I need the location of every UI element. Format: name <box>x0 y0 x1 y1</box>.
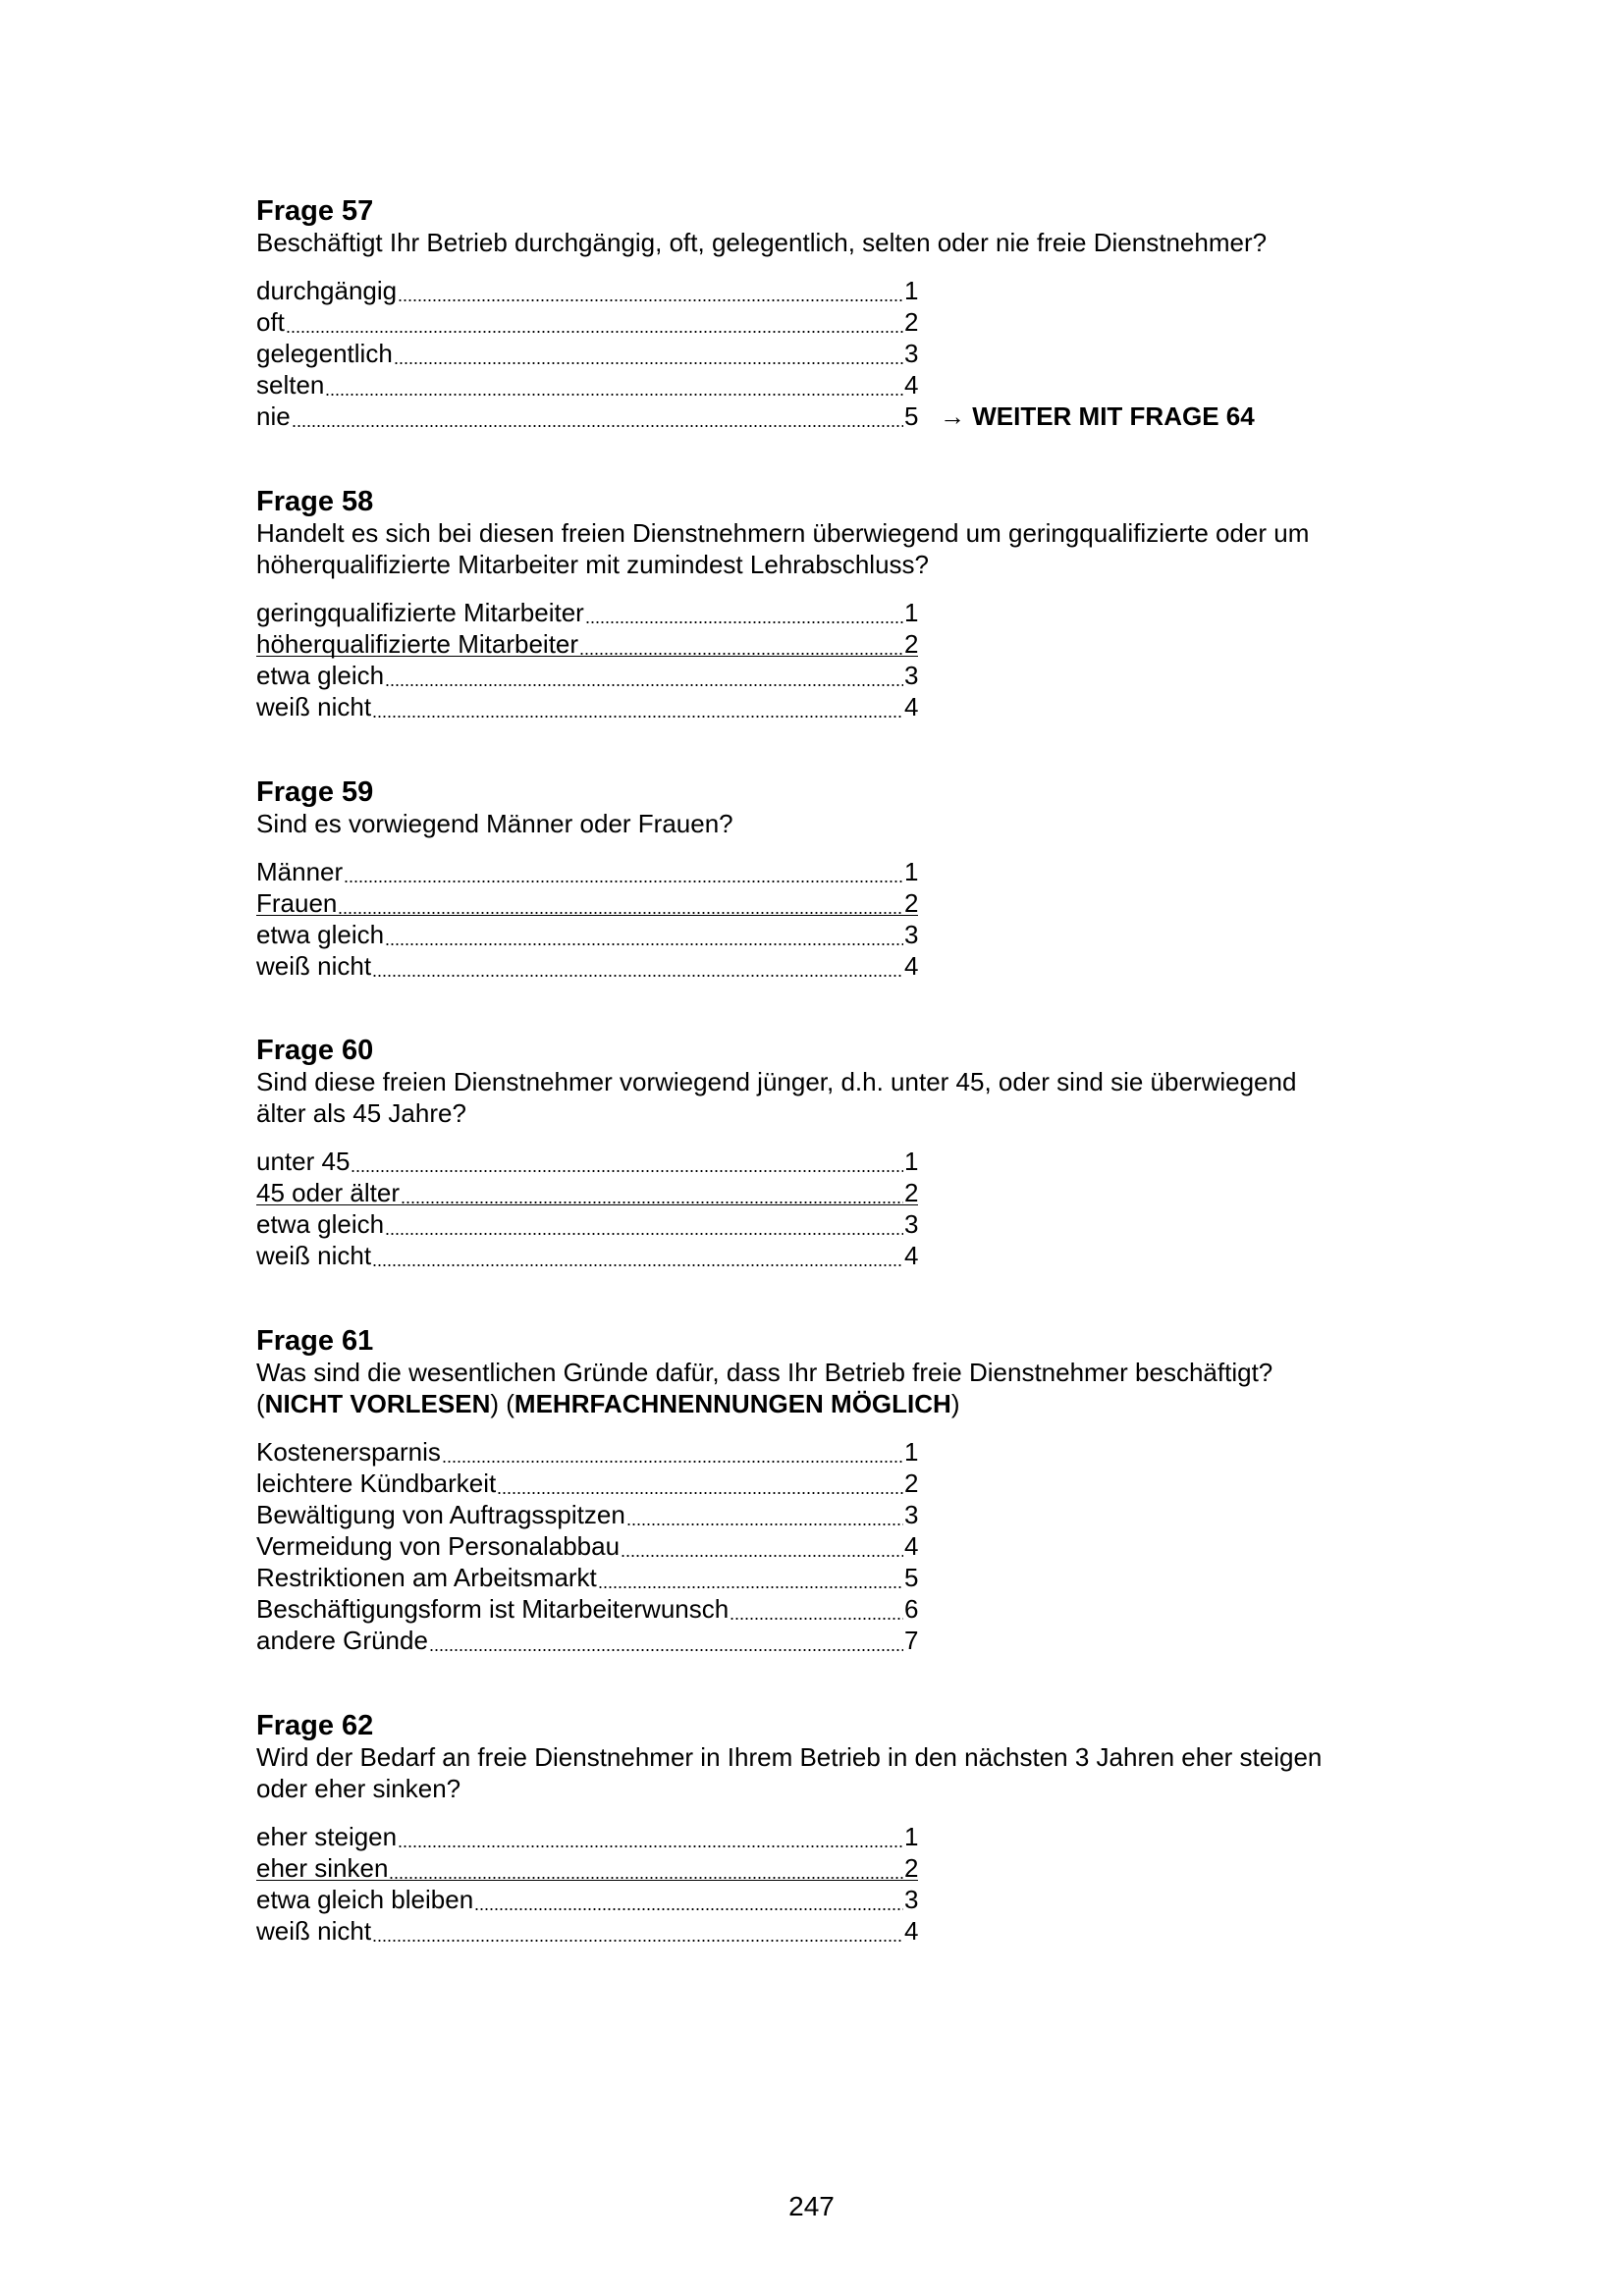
answer-option <box>256 1915 918 1947</box>
dot-leader <box>474 1884 903 1915</box>
dot-leader <box>621 1530 903 1562</box>
dot-leader <box>344 856 903 887</box>
dot-leader <box>286 306 903 338</box>
option-code: 3 <box>904 1500 919 1529</box>
option-code: 4 <box>904 1241 919 1270</box>
question-title: Frage 61 <box>256 1325 374 1357</box>
question-text: älter als 45 Jahre? <box>256 1098 466 1128</box>
dot-leader <box>372 950 903 982</box>
dot-leader <box>372 691 903 722</box>
answer-option <box>256 660 918 691</box>
option-label: Restriktionen am Arbeitsmarkt <box>256 1563 597 1592</box>
skip-instruction: → WEITER MIT FRAGE 64 <box>940 401 1255 431</box>
option-code: 3 <box>904 920 919 949</box>
option-code: 7 <box>904 1626 919 1655</box>
answer-option <box>256 1562 918 1593</box>
answer-option <box>256 1884 918 1915</box>
dot-leader <box>398 275 903 306</box>
option-code: 4 <box>904 1916 919 1946</box>
answer-option <box>256 887 918 919</box>
option-label: nie <box>256 401 291 431</box>
dot-leader <box>385 1208 903 1240</box>
answer-option <box>256 919 918 950</box>
question-title: Frage 59 <box>256 776 374 808</box>
question-section <box>256 1325 1434 1656</box>
option-code: 6 <box>904 1594 919 1624</box>
answer-options <box>256 1436 1434 1656</box>
option-code: 2 <box>904 629 919 659</box>
option-label: Frauen <box>256 888 338 918</box>
dot-leader <box>394 338 903 369</box>
option-code: 4 <box>904 692 919 721</box>
option-label: oft <box>256 307 285 337</box>
dot-leader <box>372 1915 903 1947</box>
option-code: 1 <box>904 1437 919 1467</box>
answer-option <box>256 1852 918 1884</box>
question-title: Frage 57 <box>256 195 374 227</box>
interviewer-instructions: (NICHT VORLESEN) (MEHRFACHNENNUNGEN MÖGLICH) <box>256 1389 960 1418</box>
question-text: Beschäftigt Ihr Betrieb durchgängig, oft, gelegentlich, selten oder nie freie Dienstnehmer? <box>256 228 1268 257</box>
option-label: etwa gleich <box>256 1209 385 1239</box>
option-label: gelegentlich <box>256 339 393 368</box>
option-code: 4 <box>904 370 919 400</box>
answer-option <box>256 1499 918 1530</box>
option-label: leichtere Kündbarkeit <box>256 1468 497 1498</box>
option-code: 1 <box>904 276 919 305</box>
question-section <box>256 1710 1434 1947</box>
answer-options <box>256 856 1434 982</box>
option-code: 4 <box>904 1531 919 1561</box>
option-code: 1 <box>904 598 919 627</box>
option-label: Männer <box>256 857 344 886</box>
dot-leader <box>325 369 903 400</box>
answer-options <box>256 1146 1434 1271</box>
dot-leader <box>401 1177 903 1208</box>
answer-option <box>256 369 918 400</box>
page-number: 247 <box>788 2191 835 2221</box>
answer-option <box>256 597 918 628</box>
dot-leader <box>730 1593 903 1625</box>
option-label: selten <box>256 370 325 400</box>
option-label: Vermeidung von Personalabbau <box>256 1531 621 1561</box>
option-label: andere Gründe <box>256 1626 428 1655</box>
option-label: etwa gleich <box>256 661 385 690</box>
option-code: 2 <box>904 888 919 918</box>
question-section <box>256 776 1434 982</box>
dot-leader <box>389 1852 903 1884</box>
answer-option <box>256 950 918 982</box>
dot-leader <box>398 1821 903 1852</box>
question-text: höherqualifizierte Mitarbeiter mit zumindest Lehrabschluss? <box>256 550 929 579</box>
option-label: etwa gleich bleiben <box>256 1885 474 1914</box>
question-section <box>256 195 1434 432</box>
answer-option <box>256 1821 918 1852</box>
option-label: Bewältigung von Auftragsspitzen <box>256 1500 625 1529</box>
dot-leader <box>442 1436 903 1468</box>
option-code: 3 <box>904 339 919 368</box>
answer-option <box>256 691 918 722</box>
answer-option <box>256 628 918 660</box>
question-section <box>256 486 1434 722</box>
answer-option <box>256 1468 918 1499</box>
answer-option <box>256 1530 918 1562</box>
dot-leader <box>585 597 903 628</box>
dot-leader <box>385 919 903 950</box>
answer-option <box>256 400 1255 432</box>
option-code: 1 <box>904 1147 919 1176</box>
dot-leader <box>626 1499 903 1530</box>
question-text: Sind diese freien Dienstnehmer vorwiegend jünger, d.h. unter 45, oder sind sie überwiegend <box>256 1067 1297 1096</box>
question-text: Was sind die wesentlichen Gründe dafür, dass Ihr Betrieb freie Dienstnehmer beschäftigt? <box>256 1358 1273 1387</box>
option-label: eher sinken <box>256 1853 389 1883</box>
option-code: 3 <box>904 1885 919 1914</box>
dot-leader <box>579 628 903 660</box>
option-label: Beschäftigungsform ist Mitarbeiterwunsch <box>256 1594 730 1624</box>
answer-option <box>256 1593 918 1625</box>
dot-leader <box>292 400 903 432</box>
dot-leader <box>429 1625 903 1656</box>
answer-options <box>256 597 1434 722</box>
dot-leader <box>338 887 903 919</box>
option-code: 2 <box>904 1853 919 1883</box>
option-label: weiß nicht <box>256 1916 372 1946</box>
dot-leader <box>351 1146 903 1177</box>
option-label: etwa gleich <box>256 920 385 949</box>
question-title: Frage 62 <box>256 1710 374 1741</box>
instruction-text: MEHRFACHNENNUNGEN MÖGLICH <box>514 1389 951 1418</box>
option-code: 2 <box>904 1468 919 1498</box>
option-code: 1 <box>904 857 919 886</box>
answer-options <box>256 1821 1434 1947</box>
dot-leader <box>372 1240 903 1271</box>
option-code: 5 <box>904 401 919 431</box>
answer-option <box>256 1625 918 1656</box>
question-text: Handelt es sich bei diesen freien Dienstnehmern überwiegend um geringqualifizierte oder um <box>256 518 1310 548</box>
option-label: weiß nicht <box>256 692 372 721</box>
question-title: Frage 60 <box>256 1035 374 1066</box>
answer-option <box>256 1240 918 1271</box>
question-section <box>256 1035 1434 1271</box>
answer-option <box>256 275 918 306</box>
option-label: durchgängig <box>256 276 398 305</box>
answer-option <box>256 1146 918 1177</box>
answer-option <box>256 856 918 887</box>
option-label: eher steigen <box>256 1822 398 1851</box>
answer-option <box>256 338 918 369</box>
option-code: 3 <box>904 661 919 690</box>
dot-leader <box>497 1468 903 1499</box>
dot-leader <box>598 1562 903 1593</box>
option-label: geringqualifizierte Mitarbeiter <box>256 598 584 627</box>
instruction-text: NICHT VORLESEN <box>264 1389 491 1418</box>
option-code: 2 <box>904 307 919 337</box>
question-title: Frage 58 <box>256 486 374 517</box>
option-code: 5 <box>904 1563 919 1592</box>
answer-option <box>256 1436 918 1468</box>
option-code: 3 <box>904 1209 919 1239</box>
question-text: oder eher sinken? <box>256 1774 461 1803</box>
option-label: unter 45 <box>256 1147 351 1176</box>
answer-options <box>256 275 1434 432</box>
question-text: Wird der Bedarf an freie Dienstnehmer in Ihrem Betrieb in den nächsten 3 Jahren eher steigen <box>256 1742 1323 1772</box>
option-label: weiß nicht <box>256 951 372 981</box>
option-code: 1 <box>904 1822 919 1851</box>
option-label: höherqualifizierte Mitarbeiter <box>256 629 579 659</box>
answer-option <box>256 1177 918 1208</box>
option-label: weiß nicht <box>256 1241 372 1270</box>
dot-leader <box>385 660 903 691</box>
option-code: 4 <box>904 951 919 981</box>
answer-option <box>256 306 918 338</box>
question-text: Sind es vorwiegend Männer oder Frauen? <box>256 809 733 838</box>
answer-option <box>256 1208 918 1240</box>
option-label: Kostenersparnis <box>256 1437 441 1467</box>
option-code: 2 <box>904 1178 919 1207</box>
option-label: 45 oder älter <box>256 1178 400 1207</box>
